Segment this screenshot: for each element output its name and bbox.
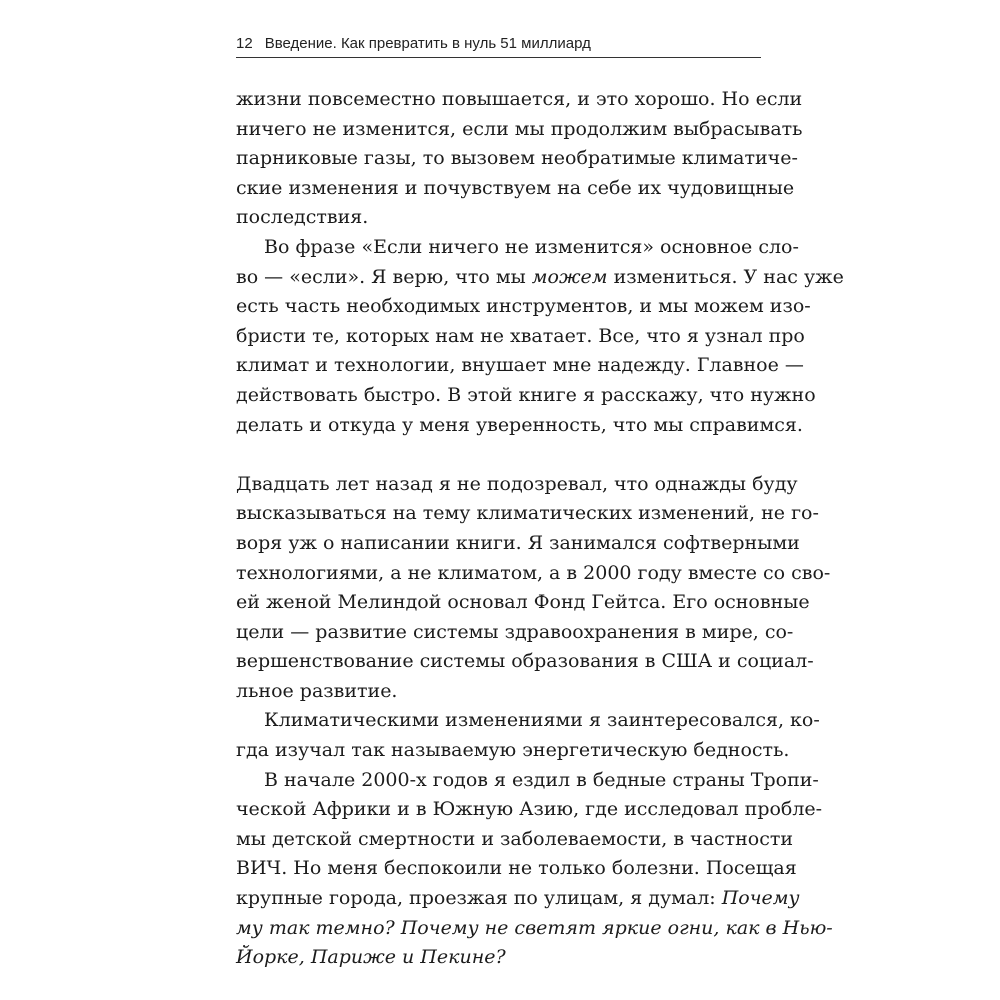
- emphasis: Почему: [721, 887, 800, 910]
- text-line: [236, 914, 833, 944]
- text-line: высказываться на тему климатических изменений, не го-: [236, 502, 819, 525]
- text-line: вершенствование системы образования в США и социал-: [236, 650, 814, 673]
- text-line: ВИЧ. Но меня беспокоили не только болезни. Посещая: [236, 857, 797, 880]
- text-line: Во фразе «Если ничего не изменится» основное сло-: [264, 235, 799, 258]
- text-line: [236, 263, 844, 293]
- text-line: действовать быстро. В этой книге я расскажу, что нужно: [236, 383, 816, 406]
- text-line: технологиями, а не климатом, а в 2000 году вместе со сво-: [236, 561, 831, 584]
- text-run: во — «если». Я верю, что мы: [236, 265, 532, 288]
- text-line: ничего не изменится, если мы продолжим выбрасывать: [236, 117, 803, 140]
- emphasis: Йорке, Париже и Пекине?: [236, 946, 506, 969]
- text-line: цели — развитие системы здравоохранения в мире, со-: [236, 620, 794, 643]
- emphasis: можем: [531, 265, 608, 288]
- body-text: [236, 85, 844, 973]
- page-number: 12: [236, 35, 253, 52]
- text-line: [236, 943, 761, 973]
- text-line: льное развитие.: [236, 679, 398, 702]
- text-line: Двадцать лет назад я не подозревал, что однажды буду: [236, 472, 798, 495]
- text-line: В начале 2000-х годов я ездил в бедные страны Тропи-: [264, 768, 819, 791]
- text-run: крупные города, проезжая по улицам, я думал:: [236, 887, 722, 910]
- paragraph-4: [236, 706, 820, 765]
- text-line: бристи те, которых нам не хватает. Все, что я узнал про: [236, 324, 805, 347]
- text-run: измениться. У нас уже: [607, 265, 844, 288]
- paragraph-2: [236, 233, 844, 440]
- text-line: жизни повсеместно повышается, и это хорошо. Но если: [236, 88, 803, 110]
- text-line: есть часть необходимых инструментов, и мы можем изо-: [236, 295, 811, 318]
- text-line: ей женой Мелиндой основал Фонд Гейтса. Его основные: [236, 591, 810, 614]
- text-line: делать и откуда у меня уверенность, что мы справимся.: [236, 413, 803, 436]
- paragraph-3: [236, 470, 831, 707]
- header-rule: [236, 57, 761, 58]
- text-line: ские изменения и почувствуем на себе их чудовищные: [236, 176, 795, 199]
- paragraph-1: [236, 85, 803, 233]
- text-line: парниковые газы, то вызовем необратимые климатиче-: [236, 147, 798, 170]
- text-line: [236, 884, 800, 914]
- text-line: ческой Африки и в Южную Азию, где исследовал пробле-: [236, 798, 823, 821]
- text-line: гда изучал так называемую энергетическую бедность.: [236, 739, 790, 762]
- paragraph-5: [236, 766, 833, 973]
- text-line: Климатическими изменениями я заинтересовался, ко-: [264, 709, 820, 732]
- text-line: воря уж о написании книги. Я занимался софтверными: [236, 531, 800, 554]
- emphasis: му так темно? Почему не светят яркие огни, как в Нью-: [236, 916, 833, 939]
- chapter-title: Введение. Как превратить в нуль 51 миллиард: [264, 35, 591, 52]
- section-break: [236, 440, 761, 470]
- text-line: мы детской смертности и заболеваемости, в частности: [236, 827, 794, 850]
- text-line: последствия.: [236, 206, 369, 229]
- text-line: климат и технологии, внушает мне надежду. Главное —: [236, 354, 804, 377]
